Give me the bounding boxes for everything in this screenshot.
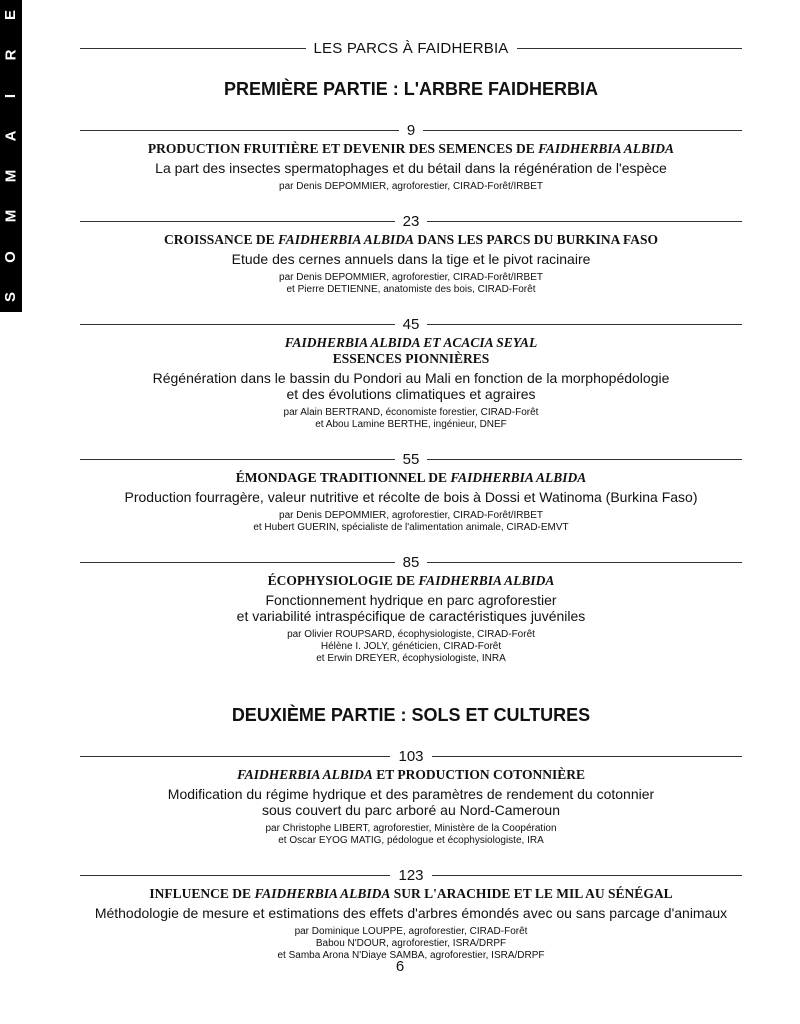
entry-authors: par Denis DEPOMMIER, agroforestier, CIRAD-Forêt/IRBET et Hubert GUERIN, spécialiste de l'alimentation animale, CIRAD-EMVT xyxy=(253,510,569,533)
entry-authors: par Denis DEPOMMIER, agroforestier, CIRAD-Forêt/IRBET xyxy=(279,181,543,192)
part-one-title: PREMIÈRE PARTIE : L'ARBRE FAIDHERBIA xyxy=(224,79,598,99)
sommaire-sidebar xyxy=(0,0,22,312)
part-two-title: DEUXIÈME PARTIE : SOLS ET CULTURES xyxy=(231,705,591,725)
sidebar-letter: R xyxy=(2,49,19,61)
entry-page: 85 xyxy=(402,554,420,571)
sidebar-letter: A xyxy=(2,130,19,142)
toc-entry[interactable] xyxy=(80,554,742,665)
sidebar-letter: M xyxy=(2,169,19,183)
entry-title: ÉMONDAGE TRADITIONNEL DE FAIDHERBIA ALBIDA xyxy=(235,470,587,485)
entry-page: 123 xyxy=(398,867,424,884)
entry-rule xyxy=(80,867,742,884)
entry-title: ÉCOPHYSIOLOGIE DE FAIDHERBIA ALBIDA xyxy=(267,573,555,588)
toc-entry[interactable] xyxy=(80,122,742,193)
sidebar-letter: E xyxy=(1,9,19,21)
entry-rule xyxy=(80,451,742,468)
entry-subtitle: Fonctionnement hydrique en parc agroforestier et variabilité intraspécifique de caractéristiques juvéniles xyxy=(236,592,586,624)
toc-entry[interactable] xyxy=(80,451,742,534)
sidebar-letter: S xyxy=(1,291,19,302)
toc-entry[interactable] xyxy=(80,316,742,431)
entry-rule xyxy=(80,316,742,333)
entry-authors: par Dominique LOUPPE, agroforestier, CIRAD-Forêt Babou N'DOUR, agroforestier, ISRA/DRPF et Samba Arona N'Diaye SAMBA, agroforestier, ISRA/DRPF xyxy=(277,926,545,961)
entry-title: PRODUCTION FRUITIÈRE ET DEVENIR DES SEMENCES DE FAIDHERBIA ALBIDA xyxy=(147,141,675,156)
entry-title: CROISSANCE DE FAIDHERBIA ALBIDA DANS LES PARCS DU BURKINA FASO xyxy=(163,232,658,247)
sidebar-letter: O xyxy=(1,250,19,263)
entry-page: 9 xyxy=(406,122,416,139)
entry-authors: par Christophe LIBERT, agroforestier, Ministère de la Coopération et Oscar EYOG MATIG, pédologue et écophysiologiste, IRA xyxy=(265,823,557,846)
page-number: 6 xyxy=(395,958,405,975)
entry-subtitle: Production fourragère, valeur nutritive et récolte de bois à Dossi et Watinoma (Burkina Faso) xyxy=(124,489,698,505)
sidebar-letter: I xyxy=(1,93,19,98)
entry-subtitle: Modification du régime hydrique et des paramètres de rendement du cotonnier sous couvert du parc arboré au Nord-Cameroun xyxy=(167,786,655,818)
table-of-contents xyxy=(80,40,742,982)
toc-entry[interactable] xyxy=(80,213,742,296)
sidebar-letter: M xyxy=(2,210,19,223)
entry-authors: par Alain BERTRAND, économiste forestier, CIRAD-Forêt et Abou Lamine BERTHE, ingénieur, DNEF xyxy=(283,407,539,430)
entry-authors: par Olivier ROUPSARD, écophysiologiste, CIRAD-Forêt Hélène I. JOLY, généticien, CIRAD-Forêt et Erwin DREYER, écophysiologiste, INRA xyxy=(287,629,535,664)
entry-rule xyxy=(80,213,742,230)
entry-subtitle: La part des insectes spermatophages et du bétail dans la régénération de l'espèce xyxy=(155,160,667,176)
entry-page: 45 xyxy=(402,316,420,333)
entry-subtitle: Etude des cernes annuels dans la tige et le pivot racinaire xyxy=(231,251,591,267)
banner-rule xyxy=(80,40,742,57)
entry-authors: par Denis DEPOMMIER, agroforestier, CIRAD-Forêt/IRBET et Pierre DETIENNE, anatomiste des bois, CIRAD-Forêt xyxy=(279,272,543,295)
entry-rule xyxy=(80,122,742,139)
entry-rule xyxy=(80,554,742,571)
entry-title: FAIDHERBIA ALBIDA ET ACACIA SEYAL ESSENCES PIONNIÈRES xyxy=(284,335,538,366)
entry-page: 23 xyxy=(402,213,420,230)
entry-title: INFLUENCE DE FAIDHERBIA ALBIDA SUR L'ARACHIDE ET LE MIL AU SÉNÉGAL xyxy=(149,886,673,901)
entry-rule xyxy=(80,748,742,765)
toc-entry[interactable] xyxy=(80,867,742,962)
banner-title: LES PARCS À FAIDHERBIA xyxy=(313,40,509,57)
toc-entry[interactable] xyxy=(80,748,742,847)
entry-subtitle: Régénération dans le bassin du Pondori au Mali en fonction de la morphopédologie et des évolutions climatiques et agraires xyxy=(152,370,670,402)
entry-page: 55 xyxy=(402,451,420,468)
entry-page: 103 xyxy=(398,748,424,765)
entry-title: FAIDHERBIA ALBIDA ET PRODUCTION COTONNIÈRE xyxy=(236,767,586,782)
entry-subtitle: Méthodologie de mesure et estimations des effets d'arbres émondés avec ou sans parcage d'animaux xyxy=(94,905,728,921)
